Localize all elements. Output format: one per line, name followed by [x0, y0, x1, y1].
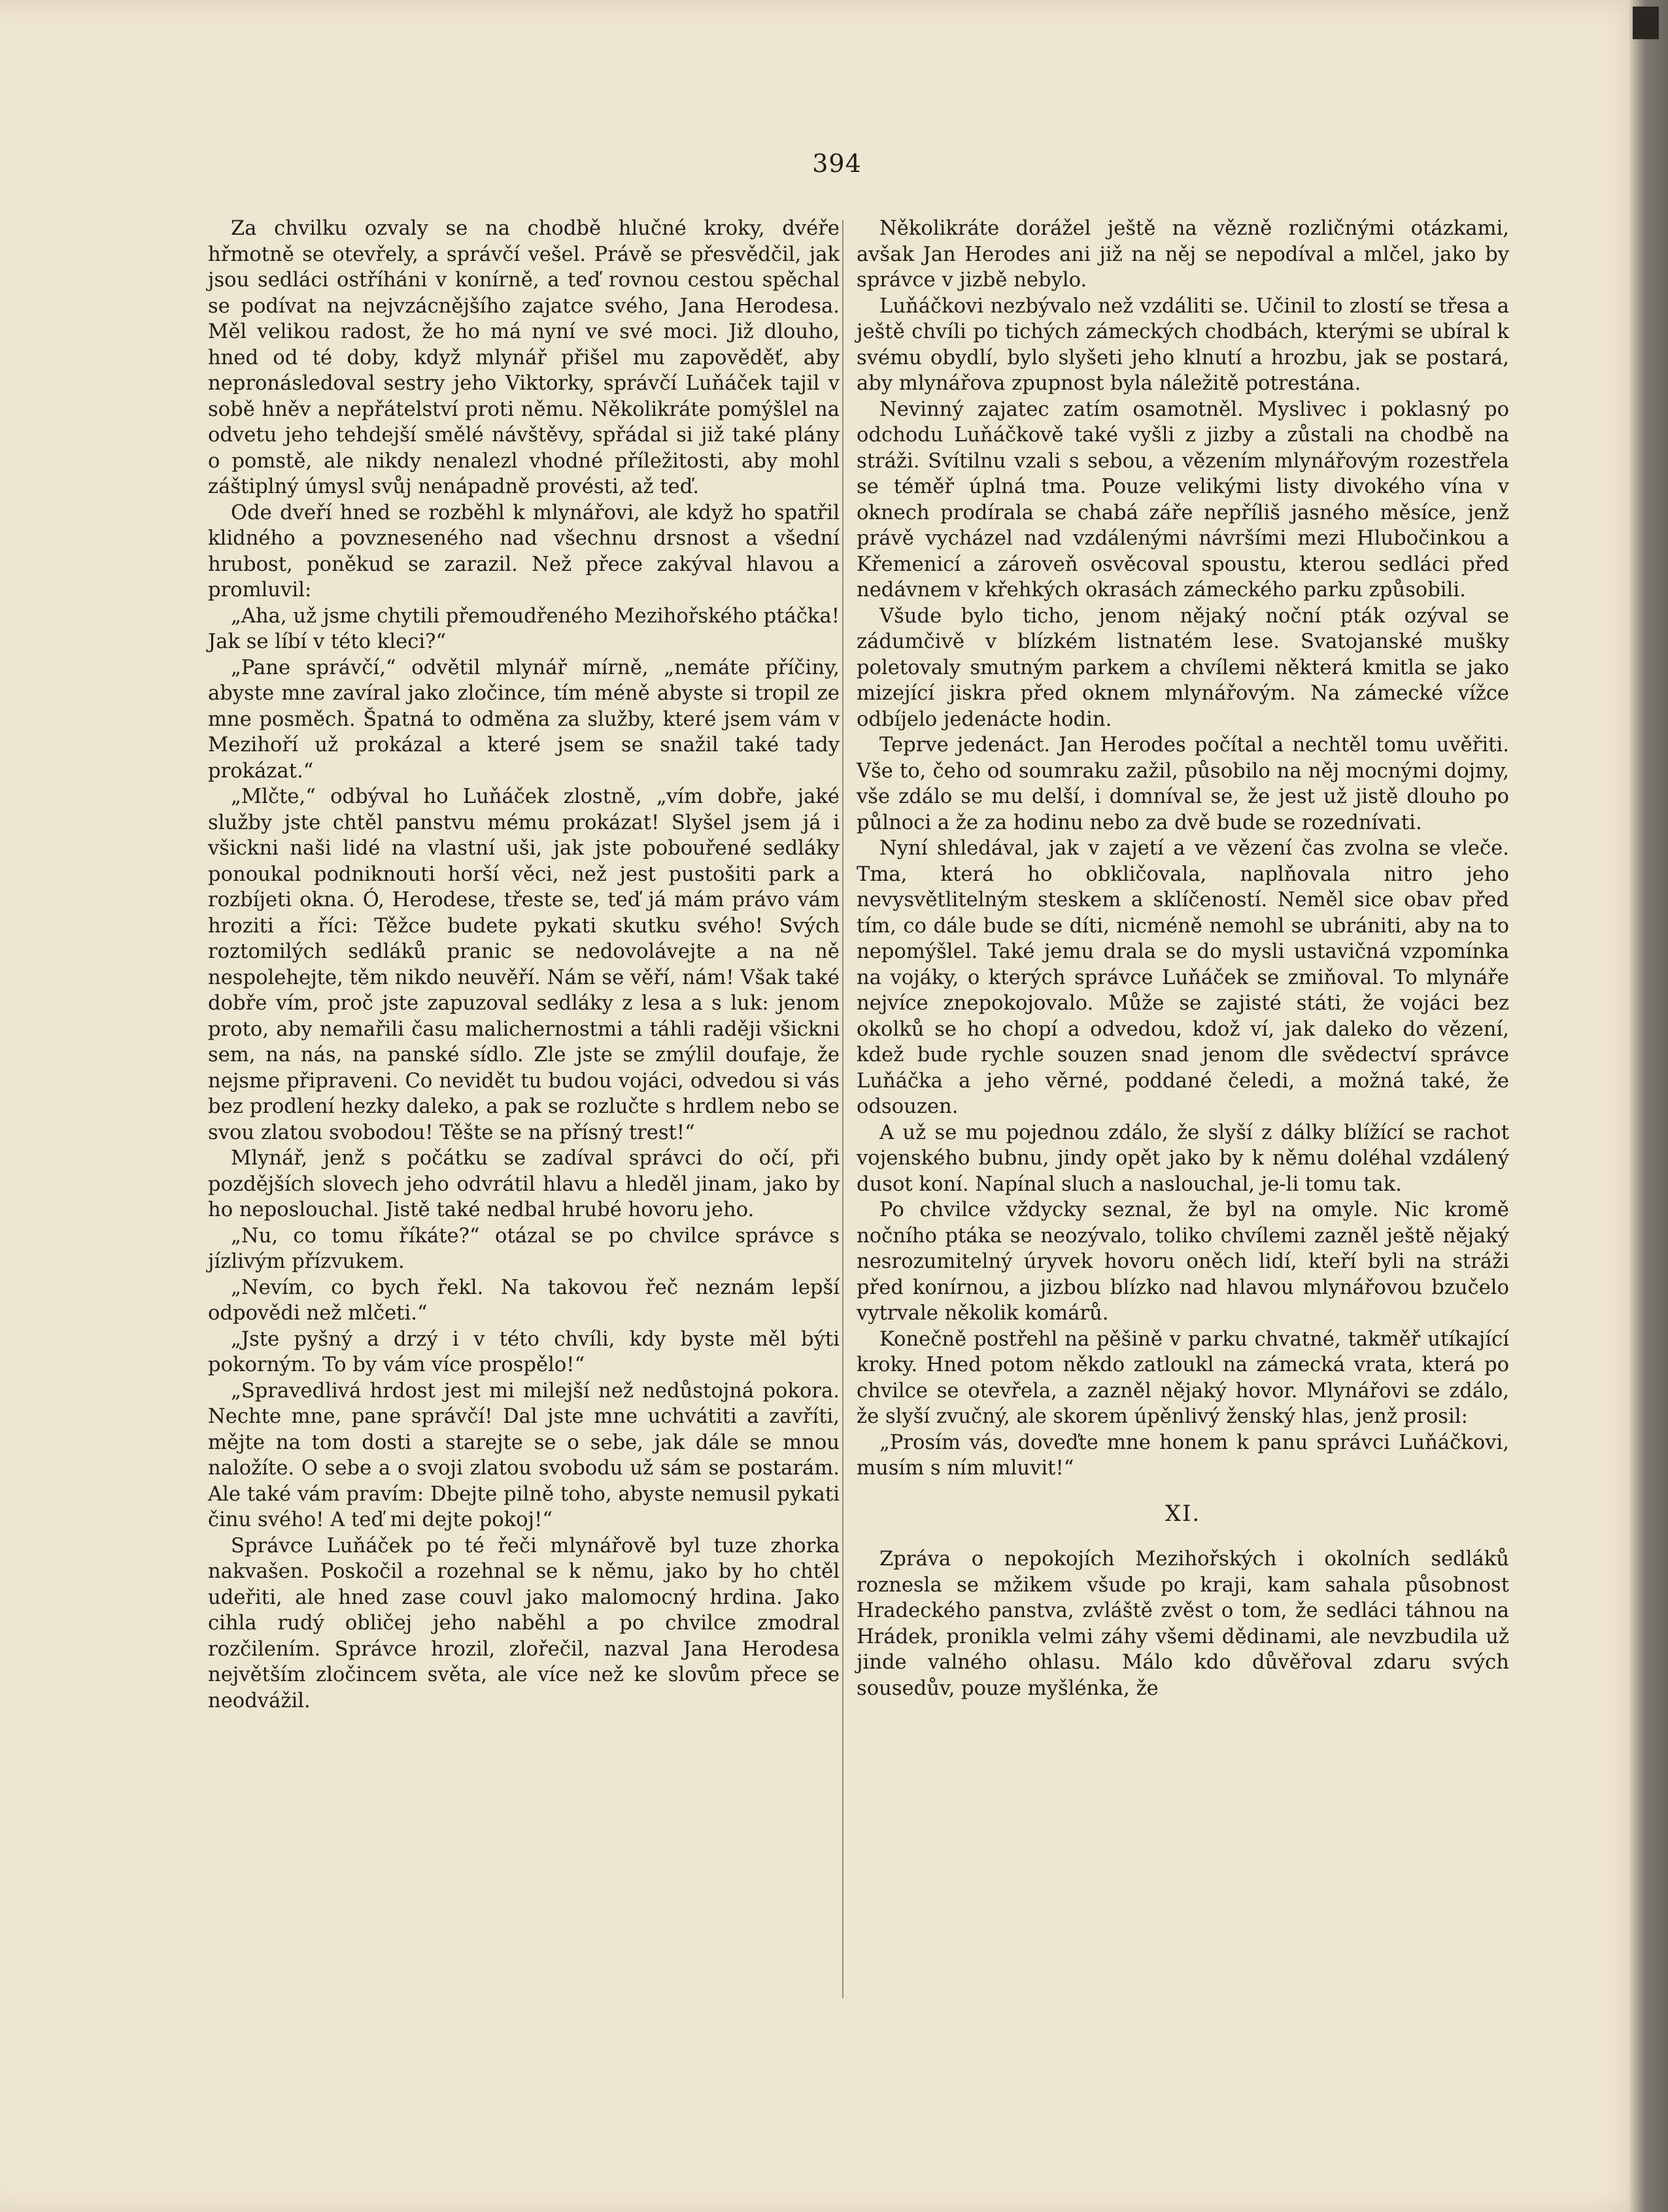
- right-column: [857, 216, 1509, 1701]
- right-paragraph-7: A už se mu pojednou zdálo, že slyší z dálky blížící se rachot vojenského bubnu, jindy opět jako by k němu doléhal vzdálený dusot koní. Napínal sluch a naslouchal, je-li tomu tak.: [857, 1121, 1509, 1196]
- right-paragraph-6: Nyní shledával, jak v zajetí a ve vězení čas zvolna se vleče. Tma, která ho obkličovala, naplňovala nitro jeho nevysvětlitelným steskem a sklíčeností. Neměl sice obav před tím, co dále bude se díti, nicméně nemohl se ubrániti, aby na to nepomýšlel. Také jemu drala se do mysli ustavičná vzpomínka na vojáky, o kterých správce Luňáček se zmiňoval. To mlynáře nejvíce znepokojovalo. Může se zajisté státi, že vojáci bez okolků se ho chopí a odvedou, kdož ví, jak daleko do vězení, kdež bude rychle souzen snad jenom dle svědectví správce Luňáčka a jeho věrné, poddané čeledi, a možná také, že odsouzen.: [857, 837, 1509, 1118]
- left-paragraph-5: „Mlčte,“ odbýval ho Luňáček zlostně, „vím dobře, jaké služby jste chtěl panstvu mému prokázat! Slyšel jsem já i všickni naši lidé na vlastní uši, jak jste pobouřené sedláky ponoukal podniknouti horší věci, než jest pustošiti park a rozbíjeti okna. Ó, Herodese, třeste se, teď já mám právo vám hroziti a říci: Těžce budete pykati skutku svého! Svých roztomilých sedláků pranic se nedovolávejte a na ně nespolehejte, těm nikdo neuvěří. Nám se věří, nám! Však také dobře vím, proč jste zapuzoval sedláky z lesa a s luk: jenom proto, aby nemařili času malichernostmi a táhli raději všickni sem, na nás, na panské sídlo. Zle jste se zmýlil doufaje, že nejsme připraveni. Co nevidět tu budou vojáci, odvedou si vás bez prodlení hezky daleko, a pak se rozlučte s hrdlem nebo se svou zlatou svobodou! Těšte se na přísný trest!“: [208, 785, 840, 1144]
- left-paragraph-11: Správce Luňáček po té řeči mlynářově byl tuze zhorka nakvašen. Poskočil a rozehnal se k němu, jako by ho chtěl udeřiti, ale hned zase couvl jako malomocný hrdina. Jako cihla rudý obličej jeho naběhl a po chvilce zmodral rozčilením. Správce hrozil, zlořečil, nazval Jana Herodesa největším zločincem světa, ale více než ke slovům přece se neodvážil.: [208, 1534, 840, 1712]
- page-number: 394: [812, 149, 862, 178]
- chapter-heading: XI.: [1165, 1500, 1201, 1527]
- left-paragraph-6: Mlynář, jenž s počátku se zadíval správci do očí, při pozdějších slovech jeho odvrátil hlavu a hleděl jinam, jako by ho neposlouchal. Jistě také nedbal hrubé hovoru jeho.: [208, 1147, 840, 1221]
- right-paragraph-8: Po chvilce vždycky seznal, že byl na omyle. Nic kromě nočního ptáka se neozývalo, toliko chvílemi zazněl ještě nějaký nesrozumitelný úryvek hovoru oněch lidí, kteří byli na stráži před konírnou, a jizbou blízko nad hlavou mlynářovou bzučelo vytrvale několik komárů.: [857, 1199, 1509, 1325]
- left-paragraph-4: „Pane správčí,“ odvětil mlynář mírně, „nemáte příčiny, abyste mne zavíral jako zločince, tím méně abyste si tropil ze mne posměch. Špatná to odměna za služby, které jsem vám v Mezihoří už prokázal a které jsem se snažil také tady prokázat.“: [208, 656, 840, 783]
- corner-mark: [1633, 7, 1659, 39]
- right-paragraph-5: Teprve jedenáct. Jan Herodes počítal a nechtěl tomu uvěřiti. Vše to, čeho od soumraku zažil, působilo na něj mocnými dojmy, vše zdálo se mu delší, i domníval se, že jest už jistě dlouho po půlnoci a že za hodinu nebo za dvě bude se rozednívati.: [857, 734, 1509, 834]
- right-paragraph-11: Zpráva o nepokojích Mezihořských i okolních sedláků roznesla se mžikem všude po kraji, kam sahala působnost Hradeckého panstva, zvláště zvěst o tom, že sedláci táhnou na Hrádek, pronikla velmi záhy všemi dědinami, ale nevzbudila už jinde valného ohlasu. Málo kdo důvěřoval zdaru svých sousedův, pouze myšlénka, že: [857, 1548, 1509, 1700]
- right-paragraph-2: Luňáčkovi nezbývalo než vzdáliti se. Učinil to zlostí se třesa a ještě chvíli po tichých zámeckých chodbách, kterými se ubíral k svému obydlí, bylo slyšeti jeho klnutí a hrozbu, jak se postará, aby mlynářova zpupnost byla náležitě potrestána.: [857, 294, 1509, 395]
- right-paragraph-9: Konečně postřehl na pěšině v parku chvatné, takměř utíkající kroky. Hned potom někdo zatloukl na zámecká vrata, která po chvilce se otevřela, a zazněl nějaký hovor. Mlynářovi se zdálo, že slyší zvučný, ale skorem úpěnlivý ženský hlas, jenž prosil:: [857, 1327, 1509, 1428]
- right-paragraph-4: Všude bylo ticho, jenom nějaký noční pták ozýval se zádumčivě v blízkém listnatém lese. Svatojanské mušky poletovaly smutným parkem a chvílemi některá kmitla se jako mizející jiskra před oknem mlynářovým. Na zámecké vížce odbíjelo jedenácte hodin.: [857, 604, 1509, 731]
- left-paragraph-7: „Nu, co tomu říkáte?“ otázal se po chvilce správce s jízlivým přízvukem.: [208, 1224, 840, 1273]
- left-paragraph-10: „Spravedlivá hrdost jest mi milejší než nedůstojná pokora. Nechte mne, pane správčí! Dal jste mne uchvátiti a zavříti, mějte na tom dosti a starejte se o sebe, jak dále se mnou naložíte. O sebe a o svoji zlatou svobodu už sám se postarám. Ale také vám pravím: Dbejte pilně toho, abyste nemusil pykati činu svého! A teď mi dejte pokoj!“: [208, 1379, 840, 1531]
- left-paragraph-2: Ode dveří hned se rozběhl k mlynářovi, ale když ho spatřil klidného a povzneseného nad všechnu drsnost a všední hrubost, poněkud se zarazil. Než přece zakýval hlavou a promluvil:: [208, 501, 840, 602]
- left-paragraph-1: Za chvilku ozvaly se na chodbě hlučné kroky, dvéře hřmotně se otevřely, a správčí vešel. Právě se přesvědčil, jak jsou sedláci ostříháni v konírně, a teď rovnou cestou spěchal se podívat na nejvzácnějšího zajatce svého, Jana Herodesa. Měl velikou radost, že ho má nyní ve své moci. Již dlouho, hned od té doby, když mlynář přišel mu zapověděť, aby nepronásledoval sestry jeho Viktorky, správčí Luňáček tajil v sobě hněv a nepřátelství proti němu. Několikráte pomýšlel na odvetu jeho tehdejší smělé návštěvy, spřádal si již také plány o pomstě, ale nikdy nenalezl vhodné příležitosti, aby mohl záštiplný úmysl svůj nenápadně provésti, až teď.: [208, 217, 840, 498]
- left-paragraph-3: „Aha, už jsme chytili přemoudřeného Mezihořského ptáčka! Jak se líbí v této kleci?“: [208, 604, 840, 653]
- left-column: [208, 216, 840, 1714]
- left-paragraph-9: „Jste pyšný a drzý i v této chvíli, kdy byste měl býti pokorným. To by vám více prospělo!“: [208, 1327, 840, 1376]
- right-paragraph-10: „Prosím vás, doveďte mne honem k panu správci Luňáčkovi, musím s ním mluvit!“: [857, 1431, 1509, 1480]
- right-paragraph-3: Nevinný zajatec zatím osamotněl. Myslivec i poklasný po odchodu Luňáčkově také vyšli z jizby a zůstali na chodbě na stráži. Svítilnu vzali s sebou, a vězením mlynářovým rozestřela se téměř úplná tma. Pouze velikými listy divokého vína v oknech prodírala se chabá záře nepříliš jasného měsíce, jenž právě vycházel nad vzdálenými návršími mezi Hlubočinkou a Křemenicí a zároveň osvěcoval spoustu, kterou sedláci před nedávnem v křehkých okrasách zámeckého parku způsobili.: [857, 398, 1509, 602]
- column-divider: [842, 220, 843, 1998]
- right-paragraph-1: Několikráte dorážel ještě na vězně rozličnými otázkami, avšak Jan Herodes ani již na něj se nepodíval a mlčel, jako by správce v jizbě nebylo.: [857, 217, 1509, 292]
- left-paragraph-8: „Nevím, co bych řekl. Na takovou řeč neznám lepší odpovědi než mlčeti.“: [208, 1276, 840, 1325]
- page-binding-edge: [1629, 0, 1668, 2212]
